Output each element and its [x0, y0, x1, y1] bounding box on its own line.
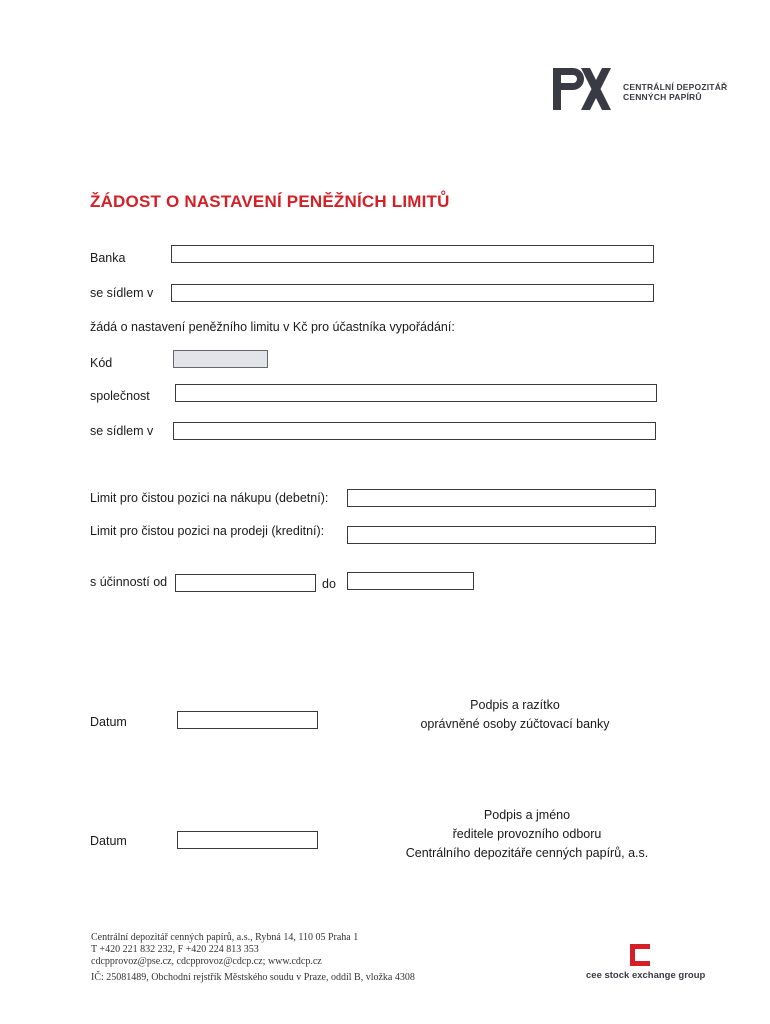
footer-line-2: T +420 221 832 232, F +420 224 813 353	[91, 944, 259, 955]
datum-input-1[interactable]	[177, 711, 318, 729]
code-input[interactable]	[173, 350, 268, 368]
effective-from-input[interactable]	[175, 574, 316, 592]
effective-to-input[interactable]	[347, 572, 474, 590]
company-label: společnost	[90, 389, 150, 403]
signature-director-line-2: ředitele provozního odboru	[452, 827, 602, 841]
buy-limit-input[interactable]	[347, 489, 656, 507]
signature-director-line-1: Podpis a jméno	[483, 808, 571, 822]
datum-label-1: Datum	[90, 715, 127, 729]
footer-line-3: cdcpprovoz@pse.cz, cdcpprovoz@cdcp.cz; www.cdcp.cz	[91, 956, 322, 967]
footer-line-4: IČ: 25081489, Obchodní rejstřík Městského soudu v Praze, oddíl B, vložka 4308	[91, 972, 415, 983]
datum-label-2: Datum	[90, 834, 127, 848]
sell-limit-input[interactable]	[347, 526, 656, 544]
signature-bank-line-1: Podpis a razítko	[470, 698, 560, 712]
cee-group-logo	[580, 944, 710, 984]
cdcp-logo	[553, 68, 733, 110]
page-title: ŽÁDOST O NASTAVENÍ PENĚŽNÍCH LIMITŮ	[90, 192, 450, 211]
bank-label: Banka	[90, 251, 126, 265]
signature-director-line-3: Centrálního depozitáře cenných papírů, a.s.	[405, 846, 649, 860]
signature-block-director	[387, 806, 667, 863]
bank-input[interactable]	[171, 245, 654, 263]
px-logo-icon	[553, 68, 613, 110]
signature-bank-line-2: oprávněné osoby zúčtovací banky	[420, 717, 610, 731]
company-seat-input[interactable]	[173, 422, 656, 440]
company-input[interactable]	[175, 384, 657, 402]
sell-limit-label: Limit pro čistou pozici na prodeji (kreditní):	[90, 524, 325, 538]
cee-bracket-icon	[630, 944, 650, 966]
logo-line-2: CENNÝCH PAPÍRŮ	[623, 92, 702, 102]
signature-block-bank	[415, 696, 615, 734]
logo-line-1: CENTRÁLNÍ DEPOZITÁŘ	[623, 82, 728, 92]
buy-limit-label: Limit pro čistou pozici na nákupu (debetní):	[90, 491, 329, 505]
request-text: žádá o nastavení peněžního limitu v Kč pro účastníka vypořádání:	[90, 320, 455, 334]
effective-to-label: do	[322, 577, 336, 591]
bank-seat-input[interactable]	[171, 284, 654, 302]
datum-input-2[interactable]	[177, 831, 318, 849]
cee-group-text: cee stock exchange group	[586, 970, 706, 981]
effective-from-label: s účinností od	[90, 575, 168, 589]
code-label: Kód	[90, 356, 113, 370]
footer-line-1: Centrální depozitář cenných papírů, a.s., Rybná 14, 110 05 Praha 1	[91, 932, 359, 943]
bank-seat-label: se sídlem v	[90, 286, 154, 300]
footer-address	[91, 932, 415, 984]
company-seat-label: se sídlem v	[90, 424, 154, 438]
